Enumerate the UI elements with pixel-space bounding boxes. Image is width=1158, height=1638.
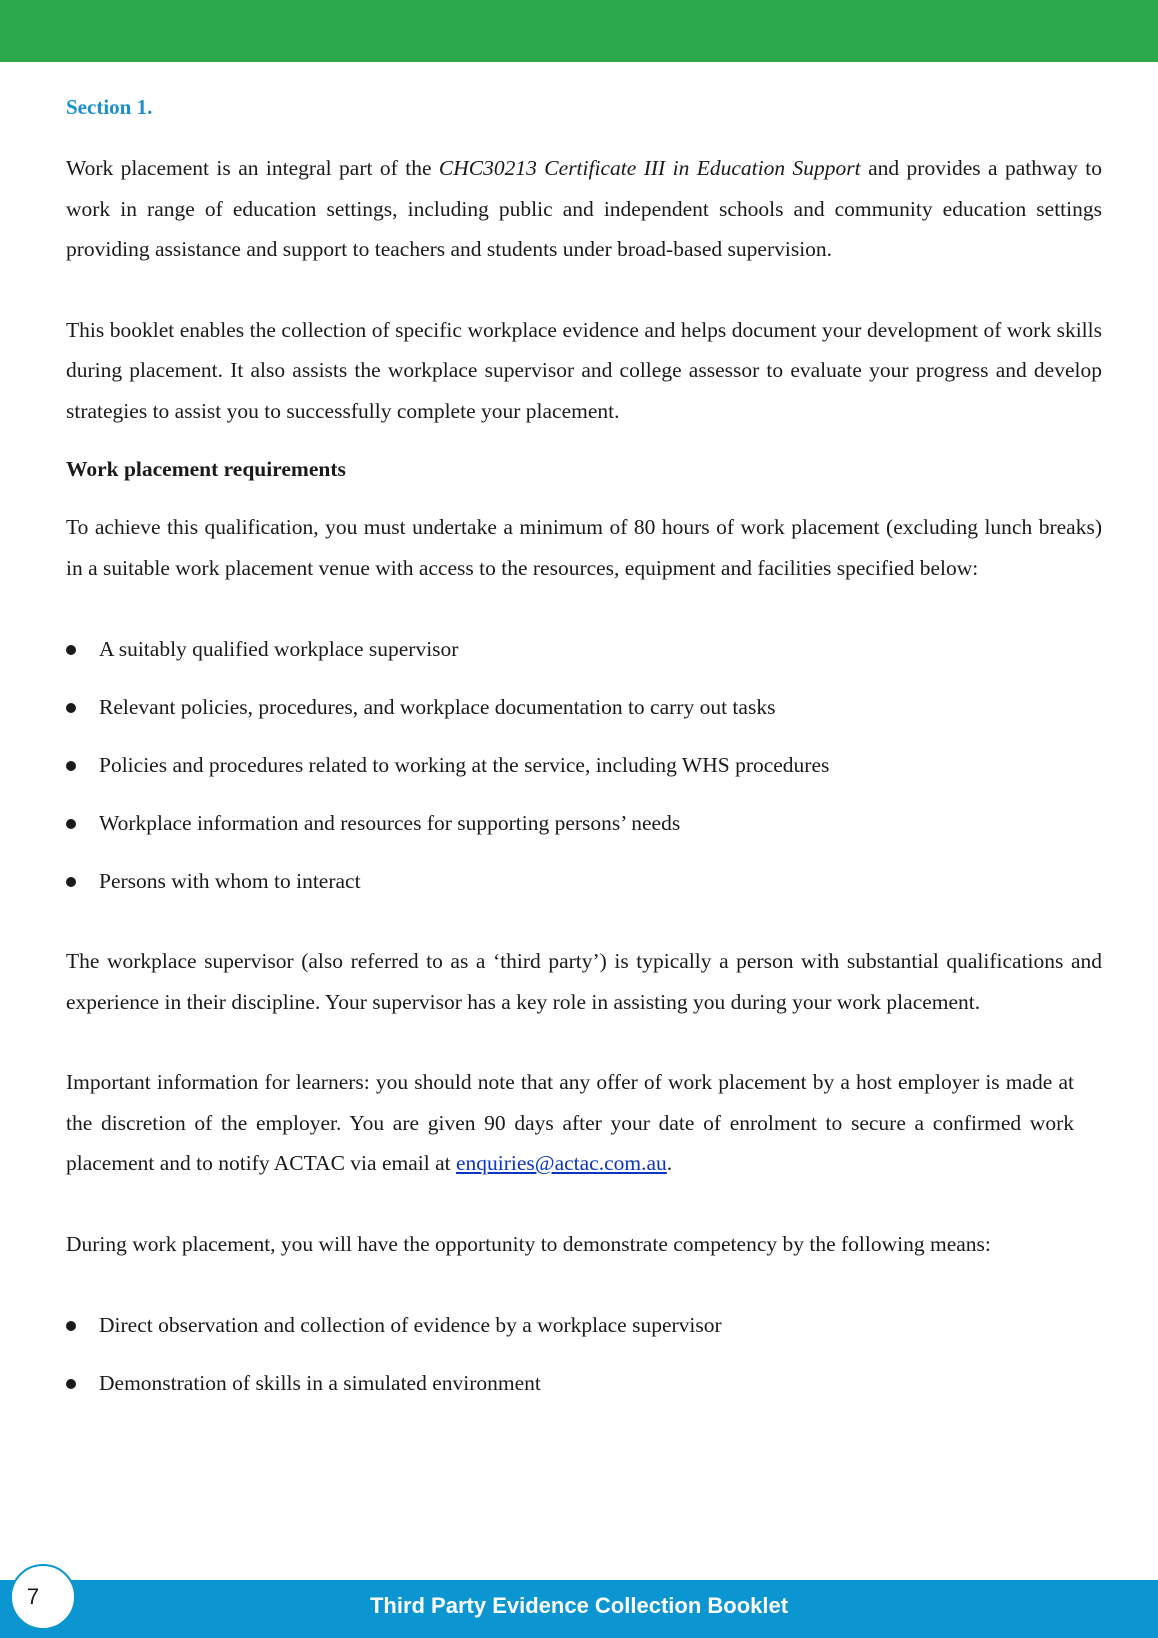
bullet-icon [66, 819, 76, 829]
section-title: Section 1. [66, 95, 153, 119]
means-list [66, 1310, 1102, 1398]
bullet-icon [66, 1379, 76, 1389]
list-item: Persons with whom to interact [66, 866, 1102, 896]
list-item: Policies and procedures related to working at the service, including WHS procedures [66, 750, 1102, 780]
bullet-icon [66, 645, 76, 655]
bullet-icon [66, 703, 76, 713]
intro-paragraph [66, 148, 1102, 270]
list-item: Demonstration of skills in a simulated environment [66, 1368, 1102, 1398]
page-number-badge [10, 1564, 76, 1630]
page-content [66, 92, 1102, 1426]
important-text-end: . [666, 1151, 673, 1175]
list-item: Workplace information and resources for supporting persons’ needs [66, 808, 1102, 838]
bullet-icon [66, 877, 76, 887]
requirements-heading: Work placement requirements [66, 457, 346, 481]
bullet-icon [66, 1321, 76, 1331]
supervisor-paragraph: The workplace supervisor (also referred to as a ‘third party’) is typically a person with substantial qualifications and experience in their discipline. Your supervisor has a key role in assisting you during your work placement. [66, 949, 1102, 1014]
email-link[interactable]: enquiries@actac.com.au [455, 1151, 667, 1175]
course-name: CHC30213 Certificate III in Education Support [438, 156, 861, 180]
requirements-list [66, 634, 1102, 896]
footer-band [0, 1580, 1158, 1638]
requirements-paragraph: To achieve this qualification, you must undertake a minimum of 80 hours of work placement (excluding lunch breaks) in a suitable work placement venue with access to the resources, equipment and facilities specified below: [66, 515, 1102, 580]
intro-text-end: and provides a pathway to work in range of education settings, including public and independent schools and community education settings providing assistance and support to teachers and students under broad-based supervision. [66, 156, 1102, 261]
page-number: 7 [26, 1584, 40, 1609]
booklet-paragraph: This booklet enables the collection of specific workplace evidence and helps document your development of work skills during placement. It also assists the workplace supervisor and college assessor to evaluate your progress and develop strategies to assist you to successfully complete your placement. [66, 317, 1102, 423]
header-band [0, 0, 1158, 62]
list-item: Relevant policies, procedures, and workplace documentation to carry out tasks [66, 692, 1102, 722]
list-item: A suitably qualified workplace supervisor [66, 634, 1102, 664]
important-paragraph [66, 1062, 1074, 1184]
intro-text-start: Work placement is an integral part of the [66, 156, 439, 180]
important-text: Important information for learners: you should note that any offer of work placement by a host employer is made at the discretion of the employer. You are given 90 days after your date of enrolment to secure a confirmed work placement and to notify ACTAC via email at [66, 1070, 1074, 1175]
bullet-icon [66, 761, 76, 771]
list-item: Direct observation and collection of evidence by a workplace supervisor [66, 1310, 1102, 1340]
footer-title: Third Party Evidence Collection Booklet [369, 1593, 789, 1618]
means-intro: During work placement, you will have the opportunity to demonstrate competency by the following means: [66, 1231, 991, 1256]
